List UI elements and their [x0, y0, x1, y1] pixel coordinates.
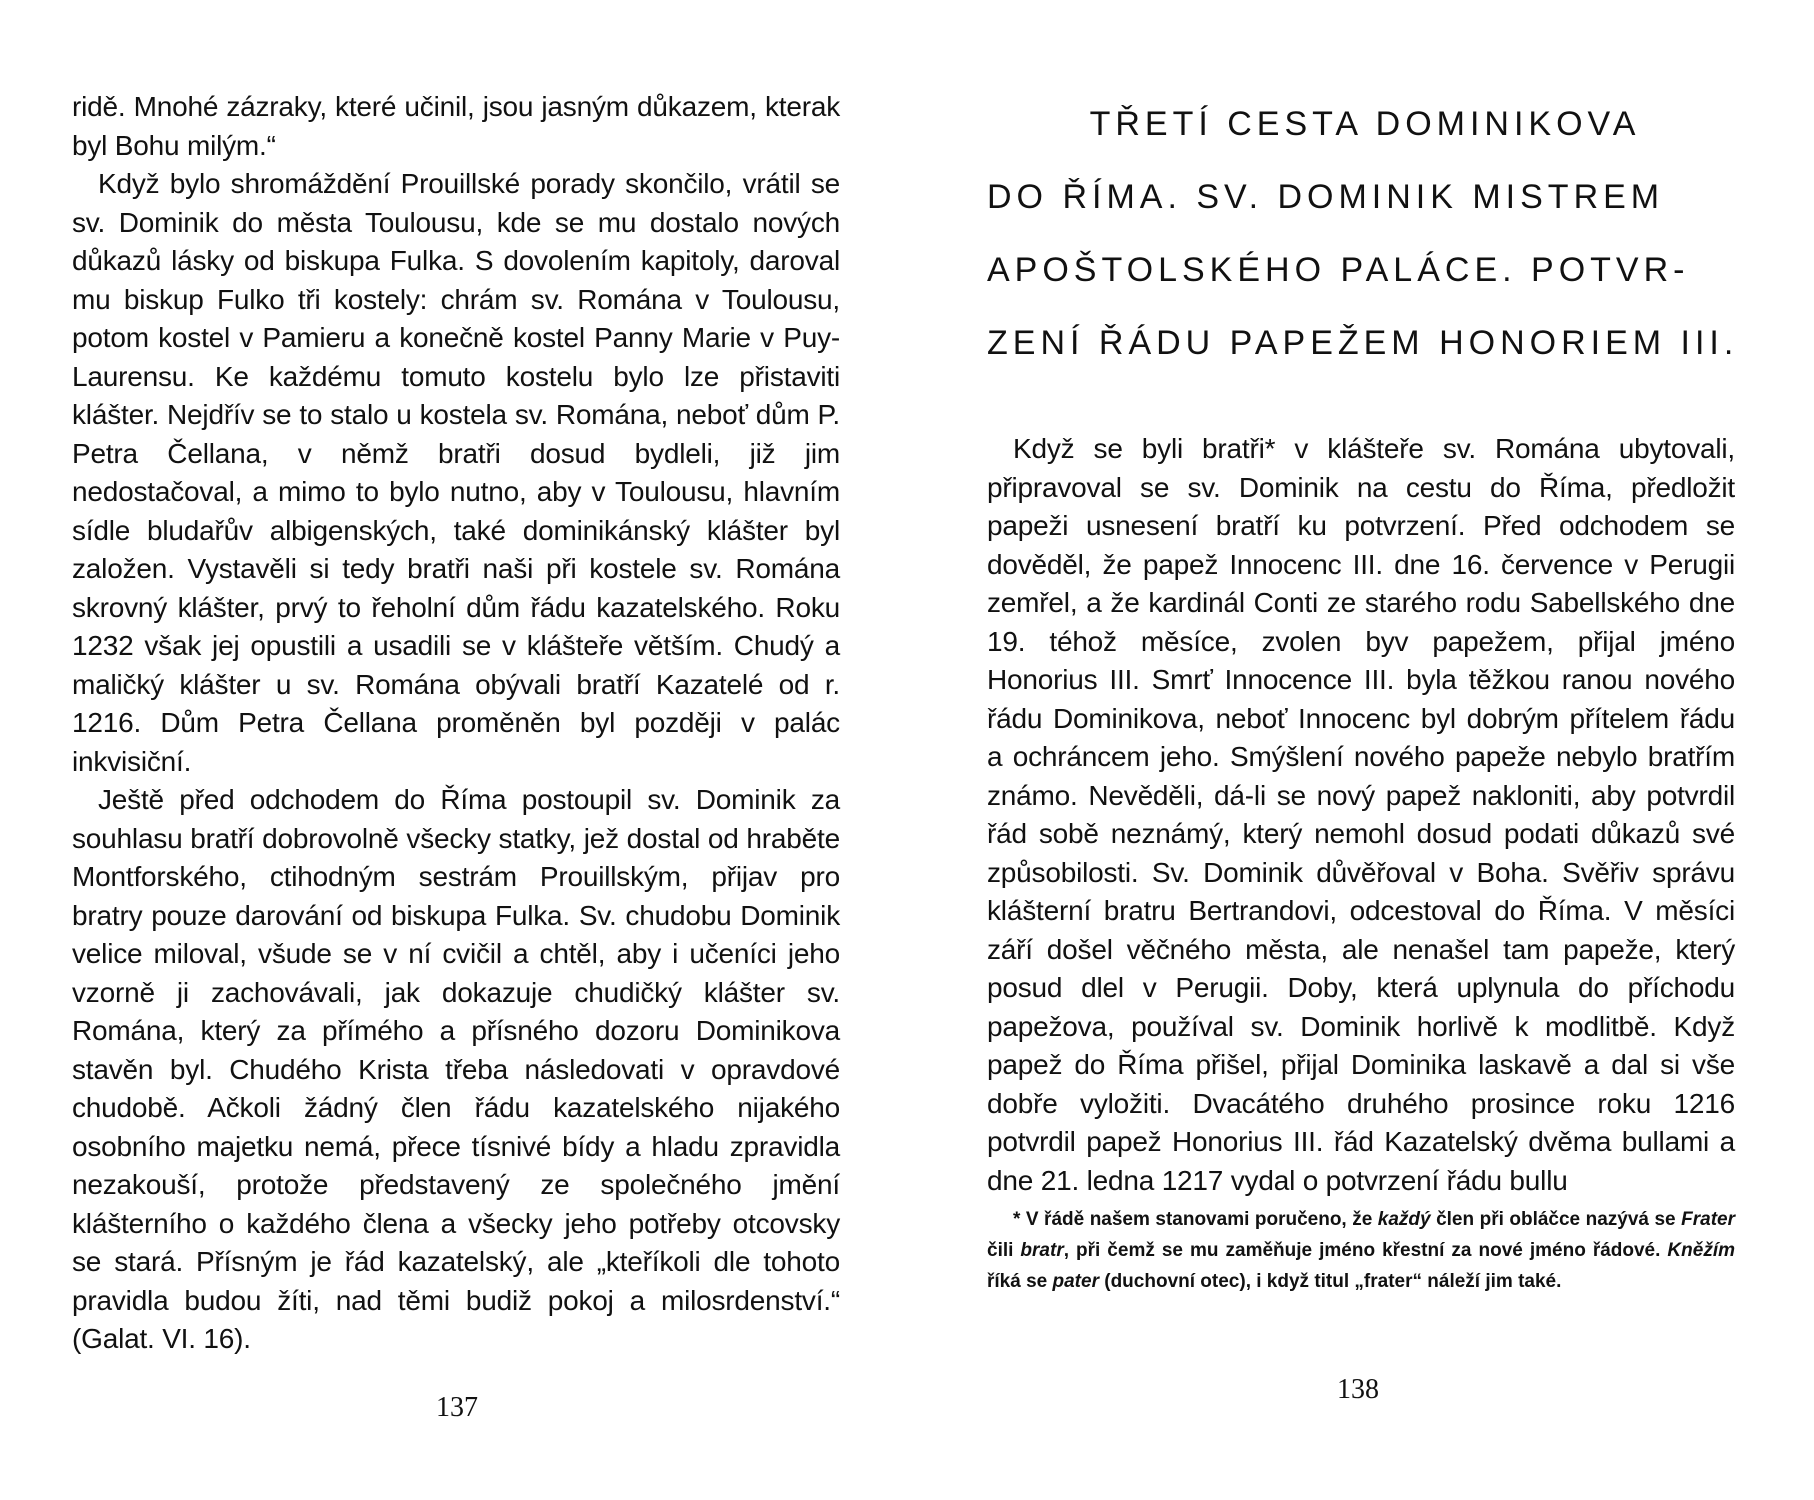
footnote-emphasis: každý: [1377, 1209, 1431, 1230]
footnote: [987, 1204, 1735, 1297]
footnote-emphasis: Kněžím: [1667, 1240, 1735, 1261]
heading-line: ZENÍ ŘÁDU PAPEŽEM HONORIEM III.: [987, 324, 1739, 362]
paragraph: Ještě před odchodem do Říma postoupil sv. Dominik za souhlasu bratří dobrovolně všecky statky, jež dostal od hraběte Montforského, ctihodným sestrám Prouillským, přijav pro bratry pouze darování od biskupa Fulka. Sv. chudobu Dominik velice miloval, všude se v ní cvičil a chtěl, aby i učeníci jeho vzorně ji zachovávali, jak dokazuje chudičký klášter sv. Romána, který za přímého a přísného dozoru Dominikova stavěn byl. Chudého Krista třeba následovati v opravdové chudobě. Ačkoli žádný člen řádu kazatelského nijakého osobního majetku nemá, přece tísnivé bídy a hladu zpravidla nezakouší, protože představený ze společného jmění klášterního o každého člena a všecky jeho potřeby otcovsky se stará. Přísným je řád kazatelský, ale „kteříkoli dle tohoto pravidla budou žíti, nad těmi budiž pokoj a milosrdenství.“ (Galat. VI. 16).: [72, 784, 840, 1354]
paragraph: Když se byli bratři* v klášteře sv. Romána ubytovali, připravoval se sv. Dominik na cestu do Říma, předložit papeži usnesení bratří ku potvrzení. Před odchodem se dověděl, že papež Innocenc III. dne 16. července v Perugii zemřel, a že kardinál Conti ze starého rodu Sabellského dne 19. téhož měsíce, zvolen byv papežem, přijal jméno Honorius III. Smrť Innocence III. byla těžkou ranou nového řádu Dominikova, neboť Innocenc byl dobrým přítelem řádu a ochráncem jeho. Smýšlení nového papeže nebylo bratřím známo. Nevěděli, dá-li se nový papež nakloniti, aby potvrdil řád sobě neznámý, který nemohl dosud podati důkazů své způsobilosti. Sv. Dominik důvěřoval v Boha. Svěřiv správu klášterní bratru Bertrandovi, odcestoval do Říma. V měsíci září došel věčného města, ale nenašel tam papeže, který posud dlel v Perugii. Doby, která uplynula do příchodu papežova, používal sv. Dominik horlivě k modlitbě. Když papež do Říma přišel, přijal Dominika laskavě a dal si vše dobře vyložiti. Dvacátého druhého prosince roku 1216 potvrdil papež Honorius III. řád Kazatelský dvěma bullami a dne 21. ledna 1217 vydal o potvrzení řádu bullu: [987, 433, 1735, 1196]
heading-line: TŘETÍ CESTA DOMINIKOVA: [1089, 105, 1641, 143]
right-page: [907, 0, 1814, 1500]
footnote-text: (duchovní otec), i když titul „frater“ náleží jim také.: [1098, 1271, 1562, 1292]
footnote-emphasis: bratr: [1020, 1240, 1064, 1261]
footnote-text: říká se: [987, 1271, 1053, 1292]
footnote-text: čili: [987, 1240, 1021, 1261]
page-number: 137: [436, 1392, 478, 1423]
heading-line: APOŠTOLSKÉHO PALÁCE. POTVR-: [987, 251, 1690, 289]
footnote-text: , při čemž se mu zaměňuje jméno křestní za nové jméno řádové.: [1063, 1240, 1668, 1261]
paragraph: ridě. Mnohé zázraky, které učinil, jsou jasným důkazem, kterak byl Bohu milým.“: [72, 91, 840, 161]
left-page-text: [72, 88, 840, 1359]
footnote-emphasis: pater: [1052, 1271, 1099, 1292]
footnote-text: člen při obláčce nazývá se: [1430, 1209, 1682, 1230]
chapter-heading: [987, 88, 1743, 380]
footnote-emphasis: Frater: [1681, 1209, 1735, 1230]
footnote-text: * V řádě našem stanovami poručeno, že: [1013, 1209, 1378, 1230]
heading-line: DO ŘÍMA. SV. DOMINIK MISTREM: [987, 178, 1665, 216]
page-number: 138: [1337, 1374, 1379, 1405]
right-page-text: [987, 430, 1735, 1200]
paragraph: Když bylo shromáždění Prouillské porady skončilo, vrátil se sv. Dominik do města Toulousu, kde se mu dostalo nových důkazů lásky od biskupa Fulka. S dovolením kapitoly, daroval mu biskup Fulko tři kostely: chrám sv. Romána v Toulousu, potom kostel v Pamieru a konečně kostel Panny Marie v Puy-Laurensu. Ke každému tomuto kostelu bylo lze přistaviti klášter. Nejdřív se to stalo u kostela sv. Romána, neboť dům P. Petra Čellana, v němž bratři dosud bydleli, již jim nedostačoval, a mimo to bylo nutno, aby v Toulousu, hlavním sídle bludařův albigenských, také dominikánský klášter byl založen. Vystavěli si tedy bratři naši při kostele sv. Romána skrovný klášter, prvý to řeholní dům řádu kazatelského. Roku 1232 však jej opustili a usadili se v klášteře větším. Chudý a maličký klášter u sv. Romána obývali bratří Kazatelé od r. 1216. Dům Petra Čellana proměněn byl později v palác inkvisiční.: [72, 168, 840, 777]
